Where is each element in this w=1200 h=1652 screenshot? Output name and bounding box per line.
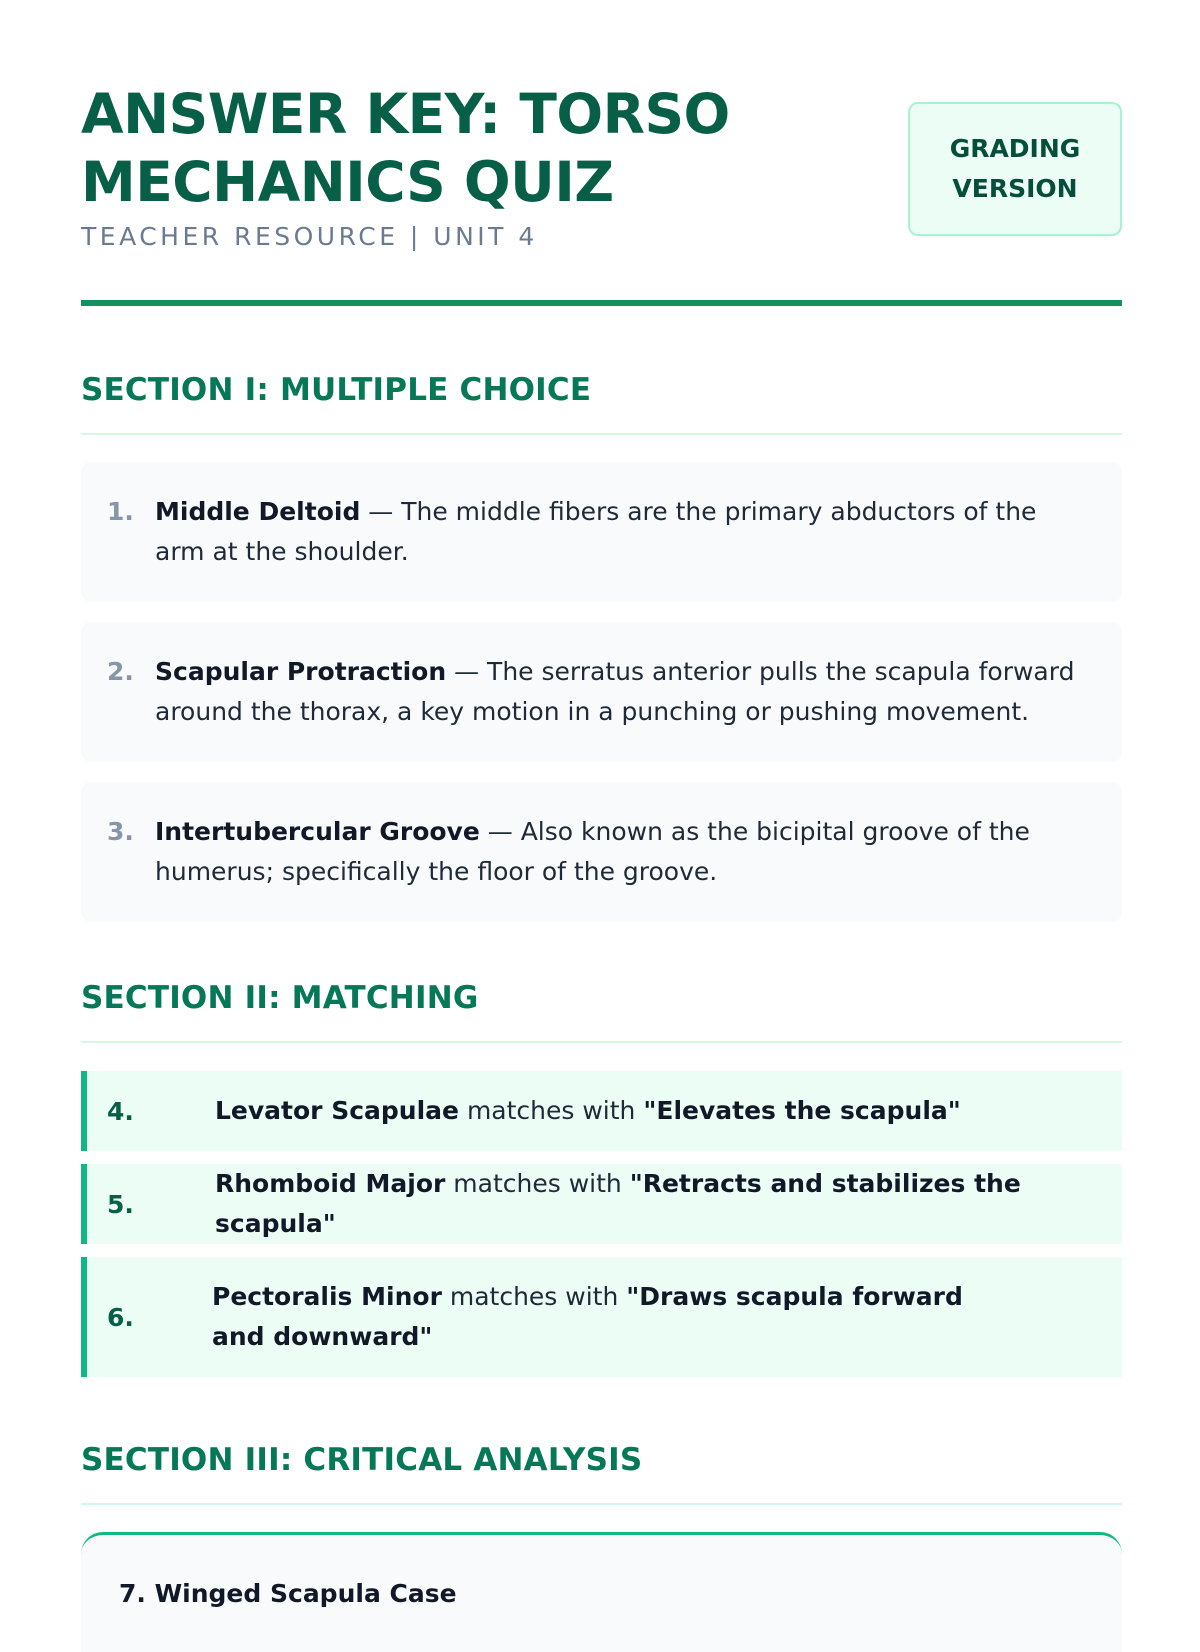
match-term: Rhomboid Major [215,1169,446,1198]
answer-term: Middle Deltoid [155,497,361,526]
answer-explanation: — The serratus anterior pulls the scapula forward around the thorax, a key motion in a punching or pushing movement. [155,657,1075,726]
badge-line-2: VERSION [952,174,1078,203]
mc-answer-3 [81,782,1122,922]
header-divider [81,300,1122,306]
answer-text [155,492,1082,572]
title-line-2: MECHANICS QUIZ [81,150,614,214]
section-2-title: SECTION II: MATCHING [81,980,479,1016]
section-1-divider [81,433,1122,435]
match-term: Pectoralis Minor [212,1282,442,1311]
match-answer: "Draws scapula forward and downward" [212,1282,963,1351]
section-3-divider [81,1503,1122,1505]
matching-answer-5 [81,1164,1122,1244]
answer-term: Scapular Protraction [155,657,447,686]
match-text [212,1277,1002,1357]
match-connector: matches with [459,1096,644,1125]
section-1-title: SECTION I: MULTIPLE CHOICE [81,372,592,408]
match-connector: matches with [441,1282,627,1311]
section-3-title: SECTION III: CRITICAL ANALYSIS [81,1442,643,1478]
matching-answer-6 [81,1257,1122,1377]
page-title [81,80,841,216]
question-number: 5. [107,1189,134,1219]
answer-text [155,652,1082,732]
page-header [81,0,1122,308]
question-number: 2. [107,657,134,686]
question-number: 4. [107,1096,134,1126]
page-subtitle: TEACHER RESOURCE | UNIT 4 [81,222,538,251]
section-2-divider [81,1041,1122,1043]
match-connector: matches with [445,1169,630,1198]
match-answer: "Elevates the scapula" [643,1096,961,1125]
answer-key-page [81,0,1122,1608]
answer-explanation: — The middle fibers are the primary abductors of the arm at the shoulder. [155,497,1037,566]
question-number: 1. [107,497,134,526]
question-number: 6. [107,1302,134,1332]
match-text [215,1164,1092,1244]
match-answer: "Retracts and stabilizes the scapula" [215,1169,1021,1238]
answer-text [155,812,1082,892]
answer-term: Intertubercular Groove [155,817,480,846]
badge-line-1: GRADING [949,134,1081,163]
case-title: 7. Winged Scapula Case [119,1579,457,1608]
question-number: 3. [107,817,134,846]
answer-explanation: — Also known as the bicipital groove of the humerus; specifically the floor of the groove. [155,817,1030,886]
title-line-1: ANSWER KEY: TORSO [81,82,730,146]
critical-analysis-card [81,1532,1122,1652]
mc-answer-2 [81,622,1122,762]
match-text [215,1091,961,1131]
matching-answer-4 [81,1071,1122,1151]
grading-version-badge [908,102,1122,236]
mc-answer-1 [81,462,1122,602]
match-term: Levator Scapulae [215,1096,459,1125]
